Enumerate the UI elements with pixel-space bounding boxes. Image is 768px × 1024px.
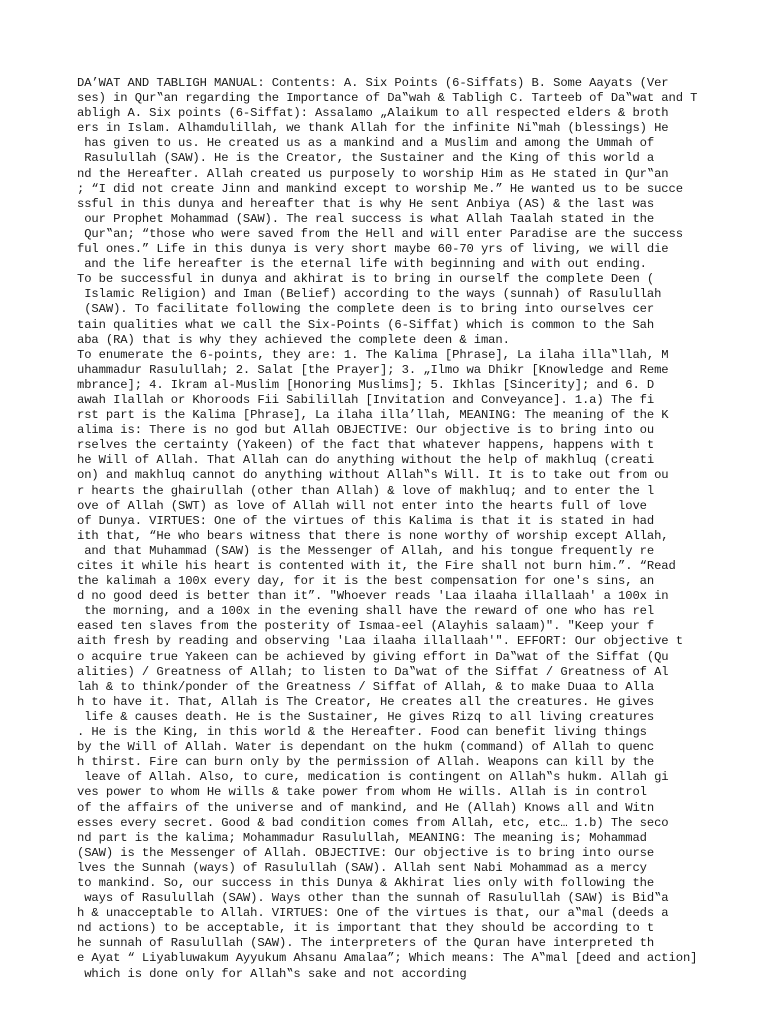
text-line: the morning, and a 100x in the evening shall have the reward of one who has rel — [77, 604, 655, 619]
text-line: ith that, “He who bears witness that there is none worthy of worship except Allah, — [77, 528, 669, 543]
text-line: awah Ilallah or Khoroods Fii Sabilillah [Invitation and Conveyance]. 1.a) The fi — [77, 392, 655, 407]
text-line: eased ten slaves from the posterity of Ismaa-eel (Alayhis salaam)". "Keep your f — [77, 619, 655, 634]
text-line: aith fresh by reading and observing 'Laa ilaaha illallaah'". EFFORT: Our objective t — [77, 634, 683, 649]
text-line: and that Muhammad (SAW) is the Messenger of Allah, and his tongue frequently re — [77, 543, 655, 558]
text-line: ses) in Qur‟an regarding the Importance of Da‟wah & Tabligh C. Tarteeb of Da‟wat and T — [77, 91, 698, 106]
text-line: h & unacceptable to Allah. VIRTUES: One of the virtues is that, our a‟mal (deeds a — [77, 906, 669, 921]
text-line: lah & to think/ponder of the Greatness / Siffat of Allah, & to make Duaa to Alla — [77, 679, 655, 694]
text-line: ove of Allah (SWT) as love of Allah will not enter into the hearts full of love — [77, 498, 647, 513]
text-line: DA’WAT AND TABLIGH MANUAL: Contents: A. Six Points (6-Siffats) B. Some Aayats (Ver — [77, 76, 669, 90]
text-line: ways of Rasulullah (SAW). Ways other than the sunnah of Rasulullah (SAW) is Bid‟a — [77, 891, 669, 906]
text-line: To enumerate the 6-points, they are: 1. The Kalima [Phrase], La ilaha illa‟llah, M — [77, 347, 669, 362]
text-line: alities) / Greatness of Allah; to listen to Da‟wat of the Siffat / Greatness of Al — [77, 664, 669, 679]
text-line: uhammadur Rasulullah; 2. Salat [the Prayer]; 3. „Ilmo wa Dhikr [Knowledge and Reme — [77, 362, 669, 377]
text-line: e Ayat “ Liyabluwakum Ayyukum Ahsanu Amalaa”; Which means: The A‟mal [deed and action] — [77, 951, 698, 966]
text-line: ; “I did not create Jinn and mankind except to worship Me.” He wanted us to be succe — [77, 181, 683, 196]
document-body-text — [77, 76, 757, 982]
text-line: ves power to whom He wills & take power from whom He wills. Allah is in control — [77, 785, 647, 800]
text-line: rst part is the Kalima [Phrase], La ilaha illa’llah, MEANING: The meaning of the K — [77, 408, 669, 423]
text-line: ssful in this dunya and hereafter that is why He sent Anbiya (AS) & the last was — [77, 196, 655, 211]
text-line: (SAW). To facilitate following the complete deen is to bring into ourselves cer — [77, 302, 655, 317]
text-line: abligh A. Six points (6-Siffat): Assalamo „Alaikum to all respected elders & broth — [77, 106, 669, 121]
text-line: h to have it. That, Allah is The Creator, He creates all the creatures. He gives — [77, 694, 655, 709]
text-line: he sunnah of Rasulullah (SAW). The interpreters of the Quran have interpreted th — [77, 936, 655, 951]
text-line: which is done only for Allah‟s sake and not according — [77, 966, 467, 981]
text-line: lves the Sunnah (ways) of Rasulullah (SAW). Allah sent Nabi Mohammad as a mercy — [77, 860, 647, 875]
text-line: our Prophet Mohammad (SAW). The real success is what Allah Taalah stated in the — [77, 211, 655, 226]
text-line: to mankind. So, our success in this Dunya & Akhirat lies only with following the — [77, 875, 655, 890]
text-line: ers in Islam. Alhamdulillah, we thank Allah for the infinite Ni‟mah (blessings) He — [77, 121, 669, 136]
text-line: Islamic Religion) and Iman (Belief) according to the ways (sunnah) of Rasulullah — [77, 287, 662, 302]
text-line: and the life hereafter is the eternal life with beginning and with out ending. — [77, 257, 647, 272]
text-line: esses every secret. Good & bad condition comes from Allah, etc, etc… 1.b) The seco — [77, 815, 669, 830]
text-line: leave of Allah. Also, to cure, medication is contingent on Allah‟s hukm. Allah gi — [77, 770, 669, 785]
text-line: alima is: There is no god but Allah OBJECTIVE: Our objective is to bring into ou — [77, 423, 655, 438]
text-line: has given to us. He created us as a mankind and a Muslim and among the Ummah of — [77, 136, 655, 151]
text-line: nd part is the kalima; Mohammadur Rasulullah, MEANING: The meaning is; Mohammad — [77, 830, 647, 845]
text-line: the kalimah a 100x every day, for it is the best compensation for one's sins, an — [77, 574, 655, 589]
text-line: ful ones.” Life in this dunya is very short maybe 60-70 yrs of living, we will die — [77, 242, 669, 257]
text-line: r hearts the ghairullah (other than Allah) & love of makhluq; and to enter the l — [77, 483, 655, 498]
text-line: aba (RA) that is why they achieved the complete deen & iman. — [77, 332, 510, 347]
text-line: tain qualities what we call the Six-Points (6-Siffat) which is common to the Sah — [77, 317, 655, 332]
text-line: h thirst. Fire can burn only by the permission of Allah. Weapons can kill by the — [77, 755, 655, 770]
text-line: rselves the certainty (Yakeen) of the fact that whatever happens, happens with t — [77, 438, 655, 453]
text-line: (SAW) is the Messenger of Allah. OBJECTIVE: Our objective is to bring into ourse — [77, 845, 655, 860]
text-line: he Will of Allah. That Allah can do anything without the help of makhluq (creati — [77, 453, 655, 468]
text-line: cites it while his heart is contented with it, the Fire shall not burn him.”. “Read — [77, 559, 676, 573]
text-line: nd the Hereafter. Allah created us purposely to worship Him as He stated in Qur‟an — [77, 166, 669, 181]
text-line: of the affairs of the universe and of mankind, and He (Allah) Knows all and Witn — [77, 800, 655, 815]
text-line: d no good deed is better than it”. "Whoever reads 'Laa ilaaha illallaah' a 100x in — [77, 589, 669, 604]
text-line: Rasulullah (SAW). He is the Creator, the Sustainer and the King of this world a — [77, 151, 655, 166]
text-line: To be successful in dunya and akhirat is to bring in ourself the complete Deen ( — [77, 272, 655, 287]
text-line: nd actions) to be acceptable, it is important that they should be according to t — [77, 921, 655, 936]
text-line: by the Will of Allah. Water is dependant on the hukm (command) of Allah to quenc — [77, 740, 655, 755]
text-line: life & causes death. He is the Sustainer, He gives Rizq to all living creatures — [77, 709, 655, 724]
text-line: mbrance]; 4. Ikram al-Muslim [Honoring Muslims]; 5. Ikhlas [Sincerity]; and 6. D — [77, 377, 655, 392]
text-line: on) and makhluq cannot do anything without Allah‟s Will. It is to take out from ou — [77, 468, 669, 483]
text-line: . He is the King, in this world & the Hereafter. Food can benefit living things — [77, 725, 647, 740]
text-line: Qur‟an; “those who were saved from the Hell and will enter Paradise are the success — [77, 226, 683, 241]
text-line: of Dunya. VIRTUES: One of the virtues of this Kalima is that it is stated in had — [77, 513, 655, 528]
text-line: o acquire true Yakeen can be achieved by giving effort in Da‟wat of the Siffat (Qu — [77, 649, 669, 664]
